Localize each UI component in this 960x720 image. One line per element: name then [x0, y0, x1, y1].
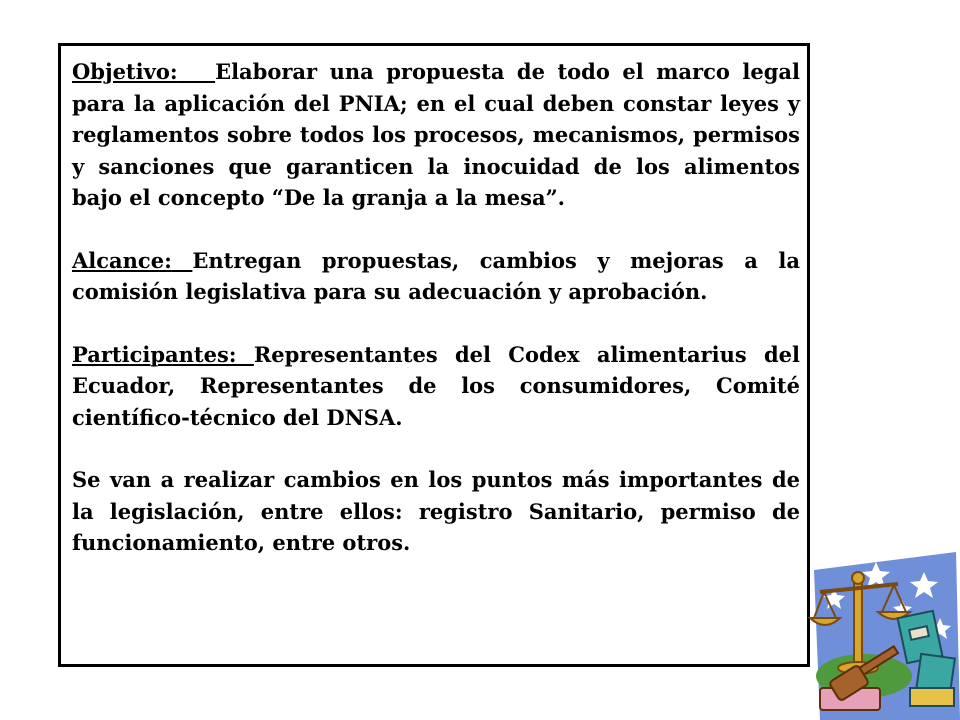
participants-paragraph: [72, 339, 800, 434]
scope-label-gap: [172, 248, 193, 273]
scope-paragraph: [72, 245, 800, 308]
participants-label: Participantes:: [72, 341, 237, 367]
objective-text: Elaborar una propuesta de todo el marco legal para la aplicación del PNIA; en el cual deben constar leyes y reglamentos sobre todos los procesos, mecanismos, permisos y sanciones que garanticen la inocuidad de los alimentos bajo el concepto “De la granja a la mesa”.: [72, 59, 800, 210]
scope-text: Entregan propuestas, cambios y mejoras a la comisión legislativa para su adecuación y aprobación.: [72, 247, 800, 304]
scope-label: Alcance:: [72, 247, 172, 273]
objective-label-gap: [178, 59, 216, 84]
justice-scales-gavel-books-icon: [806, 548, 960, 720]
changes-paragraph: [72, 464, 800, 559]
participants-label-gap: [237, 342, 254, 367]
objective-paragraph: [72, 56, 800, 214]
objective-label: Objetivo:: [72, 59, 178, 84]
text-block: [72, 56, 800, 559]
participants-text: Representantes del Codex alimentarius del Ecuador, Representantes de los consumidores, Comité científico-técnico del DNSA.: [72, 341, 800, 430]
changes-text: Se van a realizar cambios en los puntos más importantes de la legislación, entre ellos: registro Sanitario, permiso de funcionamiento, entre otros.: [72, 467, 800, 555]
